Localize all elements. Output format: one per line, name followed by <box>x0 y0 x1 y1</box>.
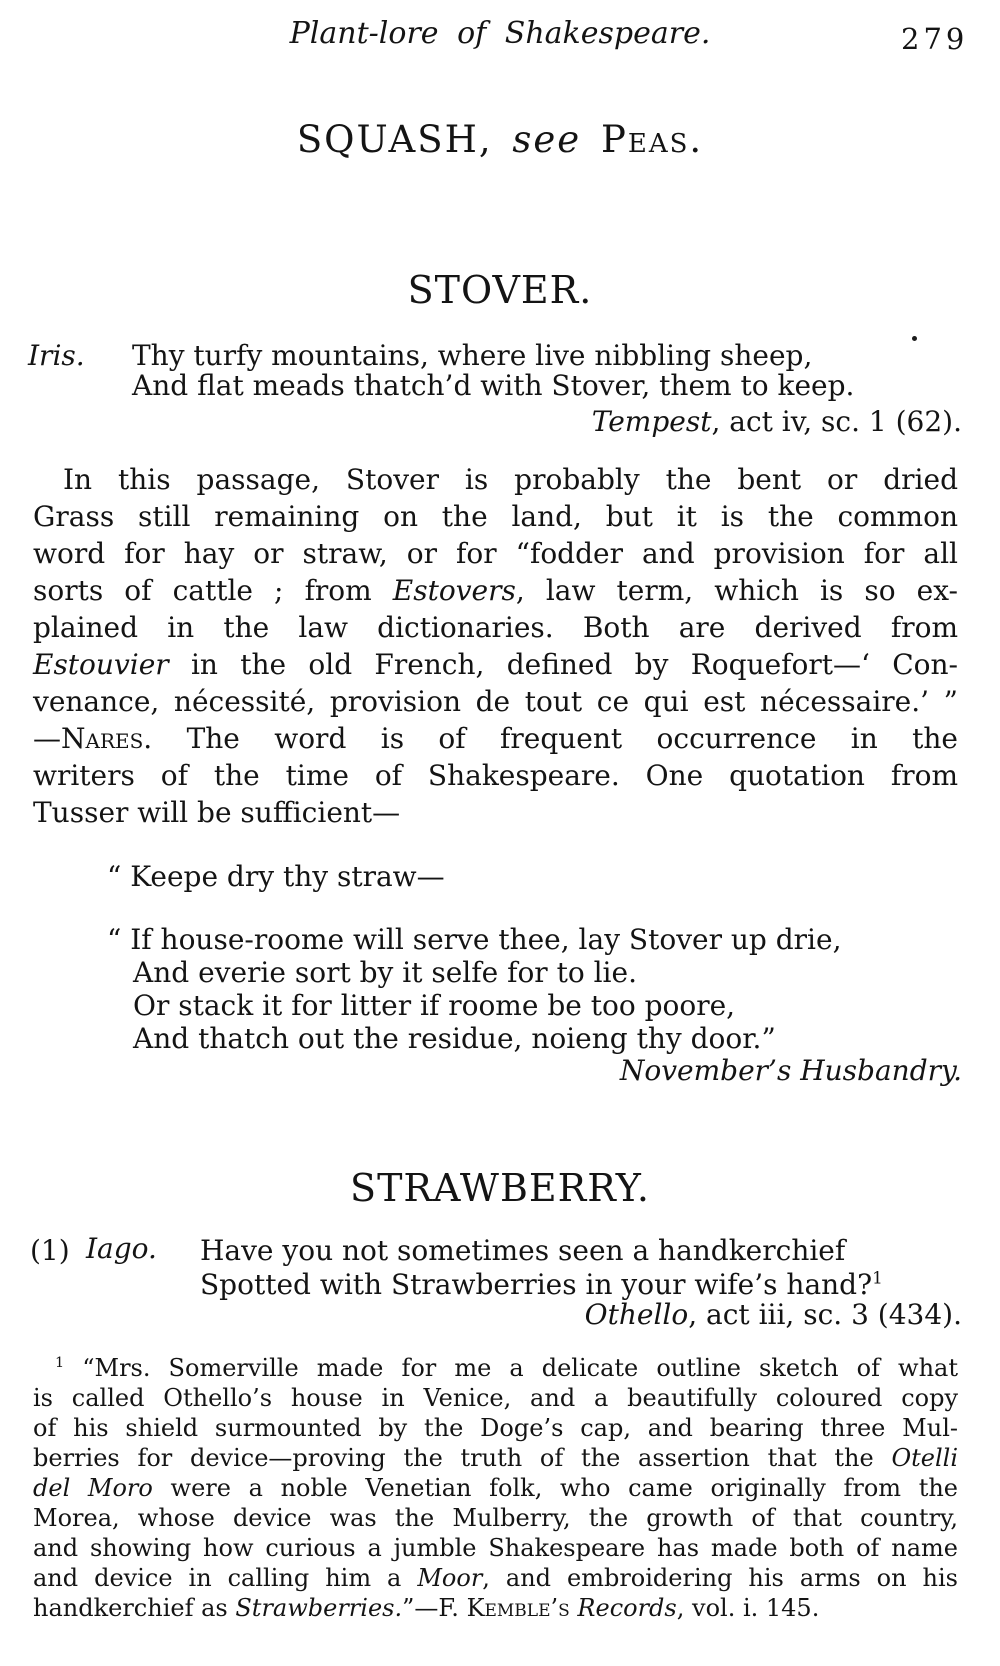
tusser-opening-line: “ Keepe dry thy straw— <box>107 860 445 893</box>
paragraph-line <box>33 683 958 720</box>
verse-line: And thatch out the residue, noieng thy door.” <box>133 1022 776 1055</box>
text-segment: in the old French, defined by Roquefort—‘ Con- <box>168 648 958 681</box>
othello-citation <box>585 1300 962 1330</box>
text-segment-i: Records <box>577 1594 677 1622</box>
text-segment: , act iv, sc. 1 (62). <box>711 405 962 438</box>
verse-line: Have you not sometimes seen a handkerchief <box>200 1234 846 1267</box>
text-segment-i: Tempest <box>591 405 712 438</box>
paragraph-line <box>33 461 958 498</box>
text-segment-i: Otelli <box>891 1444 958 1472</box>
text-segment-sc: Peas. <box>581 118 704 161</box>
text-segment: Tusser will be sufficient— <box>33 796 401 829</box>
verse-line: And flat meads thatch’d with Stover, them to keep. <box>132 369 855 402</box>
text-segment-sc: Kemble’s <box>466 1594 570 1622</box>
text-segment-sup: 1 <box>55 1355 65 1371</box>
footnote-line <box>33 1533 958 1563</box>
tempest-citation <box>592 407 962 437</box>
text-segment: plained in the law dictionaries. Both are derived from <box>33 611 958 644</box>
text-segment: of his shield surmounted by the Doge’s cap, and bearing three Mul- <box>33 1414 958 1442</box>
quote-number: (1) <box>30 1234 70 1267</box>
paragraph-line <box>33 498 958 535</box>
footnote-line <box>33 1383 958 1413</box>
paragraph-line <box>33 646 958 683</box>
iris-epigraph-verse <box>132 341 854 401</box>
text-segment: In this passage, Stover is probably the bent or dried <box>63 463 958 496</box>
iago-epigraph-verse <box>200 1234 883 1302</box>
strawberry-heading: STRAWBERRY. <box>350 1166 650 1210</box>
text-segment: The word is of frequent occurrence in the <box>152 722 958 755</box>
text-segment: venance, nécessité, provision de tout ce qui est nécessaire.’ ” <box>33 685 958 718</box>
text-segment-i: Othello <box>584 1298 689 1331</box>
text-segment: and device in calling him a <box>33 1564 418 1592</box>
text-segment-i: Estouvier <box>33 648 169 681</box>
text-segment-i: see <box>512 118 582 161</box>
paragraph-line <box>33 572 958 609</box>
verse-line: “ If house-roome will serve thee, lay Stover up drie, <box>107 923 842 956</box>
stover-heading: STOVER. <box>407 268 593 312</box>
squash-heading <box>0 118 1000 162</box>
paragraph-line <box>33 794 958 831</box>
text-segment-i: Strawberries. <box>235 1594 403 1622</box>
footnote <box>33 1353 958 1623</box>
text-segment: , and embroidering his arms on his <box>482 1564 959 1592</box>
footnote-line <box>33 1593 958 1623</box>
iago-speaker-label: Iago. <box>86 1232 157 1265</box>
tusser-verse <box>107 923 841 1055</box>
text-segment-i: Estovers <box>392 574 516 607</box>
verse-line: Thy turfy mountains, where live nibbling sheep, <box>132 339 813 372</box>
text-segment-sup: 1 <box>872 1267 883 1288</box>
text-segment: sorts of cattle ; from <box>33 574 393 607</box>
iris-speaker-label: Iris. <box>28 339 85 372</box>
footnote-line <box>33 1503 958 1533</box>
paragraph-line <box>33 535 958 572</box>
verse-line <box>200 1268 883 1302</box>
ink-speck <box>912 336 917 341</box>
text-segment: “Mrs. Somerville made for me a delicate outline sketch of what <box>64 1354 958 1382</box>
footnote-line <box>33 1473 958 1503</box>
footnote-line <box>33 1443 958 1473</box>
text-segment: — <box>33 722 61 755</box>
verse-line: And everie sort by it selfe for to lie. <box>133 956 637 989</box>
text-segment: were a noble Venetian folk, who came originally from the <box>152 1474 958 1502</box>
text-segment: , law term, which is so ex- <box>515 574 958 607</box>
text-segment-i: Moor <box>417 1564 483 1592</box>
paragraph-line <box>33 720 958 757</box>
text-segment: handkerchief as <box>33 1594 236 1622</box>
running-head-title: Plant-lore of Shakespeare. <box>289 16 711 51</box>
footnote-line <box>33 1353 958 1383</box>
footnote-line <box>33 1563 958 1593</box>
text-segment: , vol. i. 145. <box>676 1594 820 1622</box>
text-segment: Spotted with Strawberries in your wife’s hand? <box>200 1268 873 1301</box>
november-husbandry-citation: November’s Husbandry. <box>619 1054 962 1087</box>
text-segment: ”—F. <box>402 1594 467 1622</box>
stover-paragraph <box>33 461 958 831</box>
footnote-line <box>33 1413 958 1443</box>
text-segment: word for hay or straw, or for “fodder and provision for all <box>33 537 958 570</box>
text-segment: Grass still remaining on the land, but it is the common <box>33 500 958 533</box>
paragraph-line <box>33 757 958 794</box>
text-segment: SQUASH, <box>296 118 513 161</box>
text-segment: Morea, whose device was the Mulberry, the growth of that country, <box>33 1504 958 1532</box>
text-segment: and showing how curious a jumble Shakespeare has made both of name <box>33 1534 958 1562</box>
page-number: 279 <box>901 22 969 56</box>
text-segment: writers of the time of Shakespeare. One quotation from <box>33 759 958 792</box>
text-segment-sc: Nares. <box>61 722 153 755</box>
text-segment: , act iii, sc. 3 (434). <box>688 1298 962 1331</box>
text-segment-i: del Moro <box>33 1474 153 1502</box>
verse-line: Or stack it for litter if roome be too poore, <box>133 989 736 1022</box>
text-segment: is called Othello’s house in Venice, and a beautifully coloured copy <box>33 1384 958 1412</box>
paragraph-line <box>33 609 958 646</box>
text-segment: berries for device—proving the truth of the assertion that the <box>33 1444 892 1472</box>
